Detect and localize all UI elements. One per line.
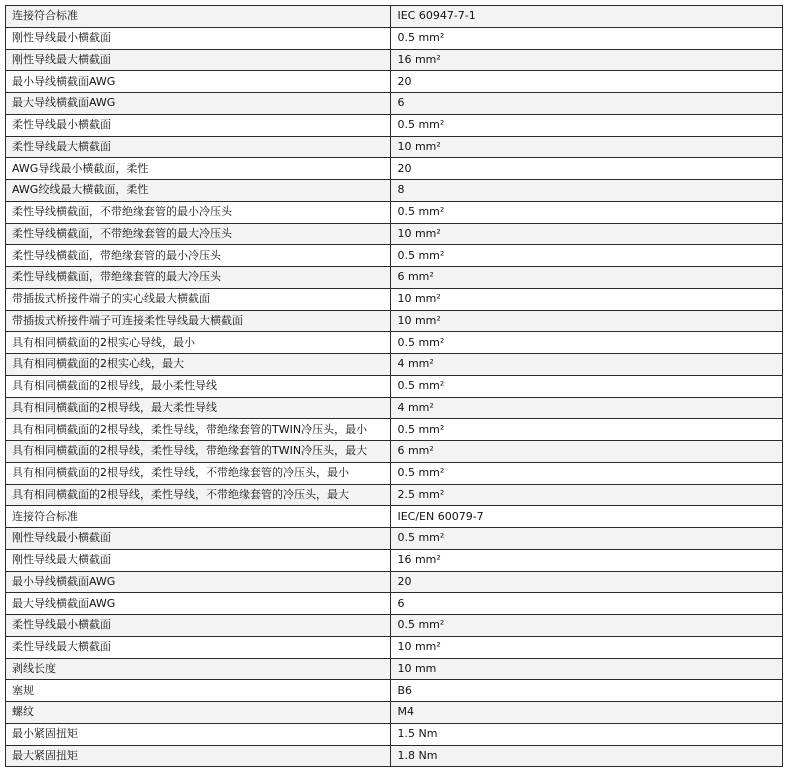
spec-label-cell: 柔性导线最小横截面 <box>6 615 391 637</box>
spec-label-cell: 刚性导线最大横截面 <box>6 549 391 571</box>
spec-value-cell: 20 <box>391 571 783 593</box>
spec-value-cell: 6 mm² <box>391 267 783 289</box>
table-row <box>6 484 783 506</box>
table-row <box>6 27 783 49</box>
spec-value-cell: 0.5 mm² <box>391 332 783 354</box>
spec-value-cell: 1.8 Nm <box>391 745 783 767</box>
spec-value-cell: 0.5 mm² <box>391 27 783 49</box>
spec-value-cell: 10 mm² <box>391 288 783 310</box>
table-row <box>6 419 783 441</box>
spec-value-cell: 0.5 mm² <box>391 419 783 441</box>
table-row <box>6 158 783 180</box>
table-row <box>6 506 783 528</box>
spec-value-cell: 0.5 mm² <box>391 375 783 397</box>
spec-value-cell: 16 mm² <box>391 549 783 571</box>
table-row <box>6 267 783 289</box>
spec-label-cell: 具有相同横截面的2根导线，最大柔性导线 <box>6 397 391 419</box>
table-row <box>6 354 783 376</box>
table-row <box>6 593 783 615</box>
spec-label-cell: 带插拔式桥接件端子的实心线最大横截面 <box>6 288 391 310</box>
spec-value-cell: 4 mm² <box>391 354 783 376</box>
spec-table-body <box>6 6 783 767</box>
table-row <box>6 397 783 419</box>
spec-label-cell: 柔性导线横截面，带绝缘套管的最大冷压头 <box>6 267 391 289</box>
spec-label-cell: 柔性导线横截面，不带绝缘套管的最小冷压头 <box>6 201 391 223</box>
table-row <box>6 310 783 332</box>
table-row <box>6 615 783 637</box>
spec-label-cell: 柔性导线最大横截面 <box>6 636 391 658</box>
spec-label-cell: 最大导线横截面AWG <box>6 593 391 615</box>
spec-label-cell: 最大紧固扭矩 <box>6 745 391 767</box>
spec-value-cell: 0.5 mm² <box>391 245 783 267</box>
spec-value-cell: 10 mm² <box>391 136 783 158</box>
table-row <box>6 528 783 550</box>
spec-label-cell: 柔性导线最小横截面 <box>6 114 391 136</box>
spec-value-cell: 0.5 mm² <box>391 615 783 637</box>
spec-value-cell: 0.5 mm² <box>391 528 783 550</box>
spec-value-cell: IEC/EN 60079-7 <box>391 506 783 528</box>
spec-label-cell: 连接符合标准 <box>6 6 391 28</box>
spec-label-cell: 最小导线横截面AWG <box>6 571 391 593</box>
spec-label-cell: AWG导线最小横截面，柔性 <box>6 158 391 180</box>
spec-value-cell: 10 mm² <box>391 310 783 332</box>
table-row <box>6 201 783 223</box>
spec-label-cell: 最小导线横截面AWG <box>6 71 391 93</box>
spec-value-cell: 8 <box>391 180 783 202</box>
table-row <box>6 223 783 245</box>
table-row <box>6 71 783 93</box>
spec-value-cell: 6 <box>391 593 783 615</box>
table-row <box>6 571 783 593</box>
table-row <box>6 723 783 745</box>
spec-label-cell: 刚性导线最小横截面 <box>6 528 391 550</box>
spec-label-cell: 最大导线横截面AWG <box>6 93 391 115</box>
table-row <box>6 93 783 115</box>
spec-label-cell: 最小紧固扭矩 <box>6 723 391 745</box>
spec-label-cell: 具有相同横截面的2根导线，柔性导线，带绝缘套管的TWIN冷压头，最小 <box>6 419 391 441</box>
spec-label-cell: 柔性导线横截面，带绝缘套管的最小冷压头 <box>6 245 391 267</box>
spec-value-cell: 20 <box>391 158 783 180</box>
table-row <box>6 658 783 680</box>
spec-value-cell: 0.5 mm² <box>391 462 783 484</box>
spec-value-cell: 2.5 mm² <box>391 484 783 506</box>
spec-value-cell: IEC 60947-7-1 <box>391 6 783 28</box>
spec-value-cell: 16 mm² <box>391 49 783 71</box>
spec-value-cell: 10 mm² <box>391 223 783 245</box>
table-row <box>6 375 783 397</box>
spec-table <box>5 5 783 767</box>
spec-value-cell: 0.5 mm² <box>391 201 783 223</box>
spec-value-cell: 1.5 Nm <box>391 723 783 745</box>
spec-label-cell: 具有相同横截面的2根实心导线，最小 <box>6 332 391 354</box>
table-row <box>6 462 783 484</box>
table-row <box>6 245 783 267</box>
table-row <box>6 332 783 354</box>
spec-label-cell: 带插拔式桥接件端子可连接柔性导线最大横截面 <box>6 310 391 332</box>
table-row <box>6 6 783 28</box>
spec-label-cell: 螺纹 <box>6 702 391 724</box>
spec-label-cell: 具有相同横截面的2根导线，柔性导线，不带绝缘套管的冷压头，最大 <box>6 484 391 506</box>
table-row <box>6 636 783 658</box>
spec-value-cell: 10 mm <box>391 658 783 680</box>
table-row <box>6 441 783 463</box>
spec-value-cell: 6 <box>391 93 783 115</box>
table-row <box>6 549 783 571</box>
spec-value-cell: 6 mm² <box>391 441 783 463</box>
spec-value-cell: B6 <box>391 680 783 702</box>
spec-label-cell: 刚性导线最小横截面 <box>6 27 391 49</box>
spec-value-cell: 0.5 mm² <box>391 114 783 136</box>
spec-label-cell: 具有相同横截面的2根导线，柔性导线，不带绝缘套管的冷压头，最小 <box>6 462 391 484</box>
spec-label-cell: 具有相同横截面的2根实心线，最大 <box>6 354 391 376</box>
table-row <box>6 114 783 136</box>
table-row <box>6 49 783 71</box>
table-row <box>6 702 783 724</box>
spec-label-cell: 连接符合标准 <box>6 506 391 528</box>
spec-label-cell: 具有相同横截面的2根导线，柔性导线，带绝缘套管的TWIN冷压头，最大 <box>6 441 391 463</box>
spec-value-cell: M4 <box>391 702 783 724</box>
spec-label-cell: 具有相同横截面的2根导线，最小柔性导线 <box>6 375 391 397</box>
table-row <box>6 288 783 310</box>
spec-label-cell: 柔性导线最大横截面 <box>6 136 391 158</box>
spec-value-cell: 4 mm² <box>391 397 783 419</box>
spec-value-cell: 20 <box>391 71 783 93</box>
table-row <box>6 136 783 158</box>
table-row <box>6 180 783 202</box>
spec-label-cell: 剥线长度 <box>6 658 391 680</box>
spec-label-cell: 柔性导线横截面，不带绝缘套管的最大冷压头 <box>6 223 391 245</box>
spec-label-cell: 刚性导线最大横截面 <box>6 49 391 71</box>
spec-label-cell: AWG绞线最大横截面，柔性 <box>6 180 391 202</box>
spec-label-cell: 塞规 <box>6 680 391 702</box>
spec-value-cell: 10 mm² <box>391 636 783 658</box>
table-row <box>6 745 783 767</box>
table-row <box>6 680 783 702</box>
